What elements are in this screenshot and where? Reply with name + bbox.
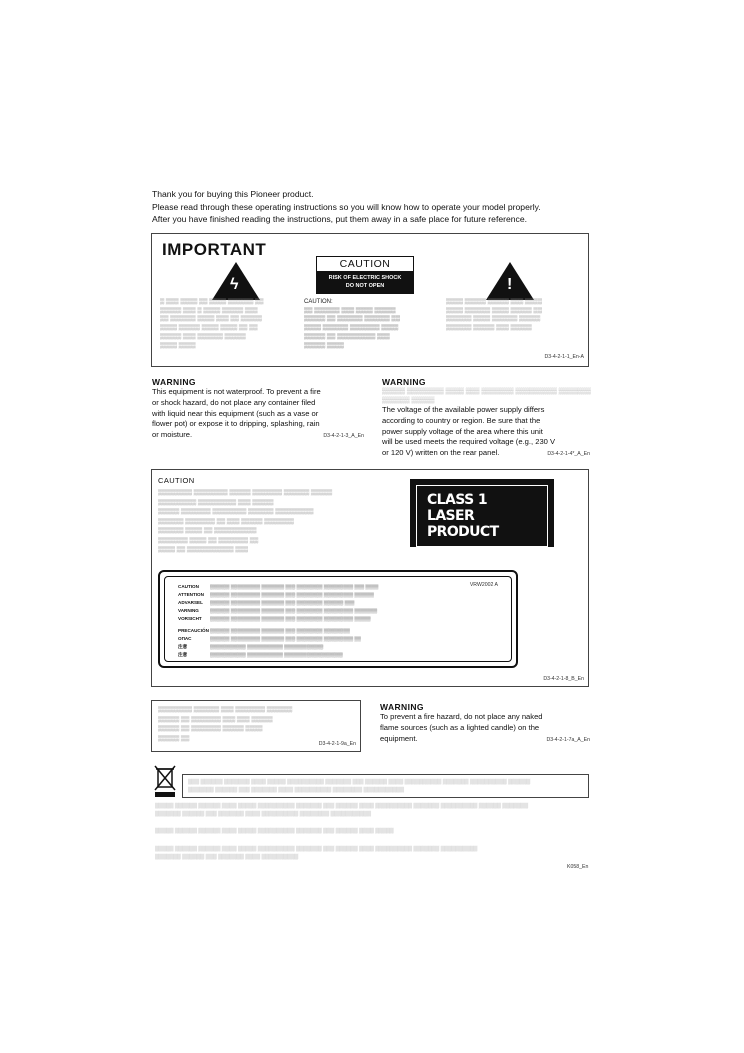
- warning-voltage-line-3: power supply voltage of the area where this unit: [382, 426, 543, 436]
- label-row: ADVARSEL ▒▒▒▒▒▒ ▒▒▒▒▒▒▒▒▒ ▒▒▒▒▒▒▒ ▒▒▒ ▒▒▒▒▒▒▒▒ ▒▒▒▒▒▒ ▒▒▒: [178, 600, 355, 605]
- exclamation-warning-icon: !: [486, 262, 534, 300]
- footer-code: K058_En: [567, 864, 589, 870]
- caution-label-line-2: DO NOT OPEN: [345, 283, 385, 289]
- warning-fire-heading: WARNING: [380, 702, 424, 712]
- warning-voltage-line-1: The voltage of the available power supply differs: [382, 405, 545, 414]
- warning-water-line-5: or moisture.: [152, 430, 193, 440]
- weee-box: [182, 774, 589, 798]
- warning-water-line-4: flower pot) or expose it to dripping, splashing, rain: [152, 419, 320, 429]
- label-row: PRECAUCIÓN▒▒▒▒▒▒ ▒▒▒▒▒▒▒▒▒ ▒▒▒▒▒▒▒ ▒▒▒ ▒▒▒▒▒▒▒▒ ▒▒▒▒▒▒▒▒: [178, 628, 350, 633]
- caution-label-title: CAUTION: [339, 258, 391, 270]
- important-code: D3-4-2-1-1_En-A: [544, 354, 584, 360]
- laser-label-line-1: CLASS 1: [427, 492, 487, 508]
- label-row: ОПАС ▒▒▒▒▒▒ ▒▒▒▒▒▒▒▒▒ ▒▒▒▒▒▒▒ ▒▒▒ ▒▒▒▒▒▒▒▒ ▒▒▒▒▒▒▒▒▒ ▒▒: [178, 636, 361, 641]
- class1-laser-label: [410, 479, 554, 547]
- warning-fire-line-3: equipment.: [380, 733, 418, 743]
- weee-box-text: ▒▒▒ ▒▒▒▒▒▒ ▒▒▒▒▒▒▒ ▒▒▒▒ ▒▒▒▒▒ ▒▒▒▒▒▒▒▒▒▒ ▒▒▒▒▒▒▒ ▒▒▒ ▒▒▒▒▒▒ ▒▒▒▒ ▒▒▒▒▒▒▒▒▒▒ ▒▒▒▒▒▒▒ ▒▒▒▒▒▒▒▒▒▒ ▒▒▒▒▒▒ ▒▒▒▒▒▒▒ ▒▒▒▒▒▒ ▒▒▒ ▒▒▒▒▒▒▒ ▒▒▒▒ ▒▒▒▒▒▒▒▒▒▒ ▒▒▒▒▒▒▒▒ ▒▒▒▒▒▒▒▒▒▒▒: [188, 779, 531, 793]
- caution-label-line-1: RISK OF ELECTRIC SHOCK: [328, 275, 402, 281]
- warning-voltage: [382, 377, 590, 459]
- label-row: 注意 ▒▒▒▒▒▒▒▒▒▒▒ ▒▒▒▒▒▒▒▒▒▒▒ ▒▒▒▒▒▒▒▒▒▒▒▒: [178, 644, 324, 649]
- weee-paragraph-1: ▒▒▒▒▒ ▒▒▒▒▒▒ ▒▒▒▒▒▒ ▒▒▒▒ ▒▒▒▒▒ ▒▒▒▒▒▒▒▒▒▒ ▒▒▒▒▒▒▒ ▒▒▒ ▒▒▒▒▒▒ ▒▒▒▒ ▒▒▒▒▒▒▒▒▒▒ ▒▒▒▒▒▒▒ ▒▒▒▒▒▒▒▒▒▒ ▒▒▒▒▒▒ ▒▒▒▒▒▒▒ ▒▒▒▒▒▒▒ ▒▒▒▒▒▒ ▒▒▒ ▒▒▒▒▒▒▒ ▒▒▒▒ ▒▒▒▒▒▒▒▒▒▒ ▒▒▒▒▒▒▒▒ ▒▒▒▒▒▒▒▒▒▒▒: [155, 803, 529, 817]
- intro-line-1: Thank you for buying this Pioneer product.: [152, 189, 314, 199]
- warning-water-heading: WARNING: [152, 377, 196, 387]
- important-left-text: ▒ ▒▒▒ ▒▒▒▒ ▒▒ ▒▒▒▒ ▒▒▒▒▒▒ ▒▒ ▒▒▒▒▒ ▒▒▒ ▒ ▒▒▒▒ ▒▒▒▒▒ ▒▒▒ ▒▒ ▒▒▒▒▒▒ ▒▒▒▒ ▒▒▒ ▒▒ ▒▒▒▒▒ ▒▒▒▒ ▒▒▒▒▒ ▒▒▒▒ ▒▒▒▒ ▒▒ ▒▒ ▒▒▒▒▒ ▒▒▒ ▒▒▒▒▒▒ ▒▒▒▒▒ ▒▒▒▒ ▒▒▒▒: [160, 299, 264, 349]
- warning-water-line-2: or shock hazard, do not place any container filed: [152, 397, 316, 407]
- intro-text: [152, 188, 541, 226]
- warning-fire-code: D3-4-2-1-7a_A_En: [546, 736, 590, 743]
- important-center-heading: CAUTION:: [304, 299, 333, 305]
- warning-water-line-1: This equipment is not waterproof. To prevent a fire: [152, 387, 321, 396]
- label-row: ATTENTION ▒▒▒▒▒▒ ▒▒▒▒▒▒▒▒▒ ▒▒▒▒▒▒▒ ▒▒▒ ▒▒▒▒▒▒▒▒ ▒▒▒▒▒▒▒▒▒ ▒▒▒▒▒▒: [178, 592, 374, 597]
- caution-laser-code: D3-4-2-1-8_B_En: [543, 676, 584, 682]
- weee-paragraph-2: ▒▒▒▒▒ ▒▒▒▒▒▒ ▒▒▒▒▒▒ ▒▒▒▒ ▒▒▒▒▒ ▒▒▒▒▒▒▒▒▒▒ ▒▒▒▒▒▒▒ ▒▒▒ ▒▒▒▒▒▒ ▒▒▒▒ ▒▒▒▒▒: [155, 828, 394, 834]
- warning-fire: [380, 702, 590, 744]
- label-row: CAUTION ▒▒▒▒▒▒ ▒▒▒▒▒▒▒▒▒ ▒▒▒▒▒▒▒ ▒▒▒ ▒▒▒▒▒▒▒▒ ▒▒▒▒▒▒▒▒▒ ▒▒▒ ▒▒▒▒: [178, 584, 379, 589]
- caution-laser-heading: CAUTION: [158, 476, 195, 485]
- warning-water-line-3: with liquid near this equipment (such as a vase or: [152, 408, 319, 418]
- important-box: [151, 233, 589, 367]
- caution-shock-label: [316, 256, 414, 294]
- important-right-text: ▒▒▒▒ ▒▒▒▒▒ ▒▒▒▒▒ ▒▒▒ ▒▒▒▒ ▒▒▒▒ ▒▒▒▒▒▒ ▒▒▒▒ ▒▒▒▒▒ ▒▒ ▒▒▒▒▒▒ ▒▒▒▒ ▒▒▒▒▒▒ ▒▒▒▒▒ ▒▒▒▒▒▒ ▒▒▒▒▒ ▒▒▒ ▒▒▒▒▒: [446, 299, 542, 332]
- small-notice-text: ▒▒▒▒▒▒▒▒ ▒▒▒▒▒▒ ▒▒▒ ▒▒▒▒▒▒▒ ▒▒▒▒▒▒ ▒▒▒▒▒ ▒▒ ▒▒▒▒▒▒▒ ▒▒▒ ▒▒▒ ▒▒▒▒▒ ▒▒▒▒▒ ▒▒ ▒▒▒▒▒▒▒ ▒▒▒▒▒ ▒▒▒▒ ▒▒▒▒▒ ▒▒: [158, 707, 293, 742]
- warning-fire-line-2: flame sources (such as a lighted candle) on the: [380, 722, 540, 732]
- warning-voltage-code: D3-4-2-1-4*_A_En: [547, 451, 590, 458]
- label-row: 注意 ▒▒▒▒▒▒▒▒▒▒▒ ▒▒▒▒▒▒▒▒▒▒▒ ▒▒▒▒▒▒▒▒▒▒▒▒▒▒▒▒▒▒: [178, 652, 343, 657]
- weee-paragraph-3: ▒▒▒▒▒ ▒▒▒▒▒▒ ▒▒▒▒▒▒ ▒▒▒▒ ▒▒▒▒▒ ▒▒▒▒▒▒▒▒▒▒ ▒▒▒▒▒▒▒ ▒▒▒ ▒▒▒▒▒▒ ▒▒▒▒ ▒▒▒▒▒▒▒▒▒▒ ▒▒▒▒▒▒▒ ▒▒▒▒▒▒▒▒▒▒ ▒▒▒▒▒▒▒ ▒▒▒▒▒▒ ▒▒▒ ▒▒▒▒▒▒▒ ▒▒▒▒ ▒▒▒▒▒▒▒▒▒▒: [155, 846, 478, 860]
- small-notice-box: [151, 700, 361, 752]
- laser-label-line-2: LASER PRODUCT: [427, 508, 499, 540]
- warning-water-code: D3-4-2-1-3_A_En: [323, 433, 364, 440]
- intro-line-3: After you have finished reading the instructions, put them away in a safe place for future reference.: [152, 214, 527, 224]
- warning-fire-line-1: To prevent a fire hazard, do not place any naked: [380, 712, 543, 721]
- crossed-bin-icon: [153, 764, 177, 798]
- important-center-text: CAUTION: ▒▒ ▒▒▒▒▒▒ ▒▒▒ ▒▒▒▒ ▒▒▒▒▒ ▒▒▒▒▒ ▒▒ ▒▒▒▒▒▒ ▒▒▒▒▒▒ ▒▒ ▒▒▒▒ ▒▒▒▒▒▒ ▒▒▒▒▒▒▒ ▒▒▒▒ ▒▒▒▒▒ ▒▒ ▒▒▒▒▒▒▒▒▒ ▒▒▒ ▒▒▒▒▒ ▒▒▒▒: [304, 298, 438, 350]
- lightning-warning-icon: ϟ: [212, 262, 260, 300]
- label-code: VRW2002 A: [469, 582, 498, 588]
- small-notice-code: D3-4-2-1-9a_En: [318, 741, 356, 747]
- warning-voltage-heading: WARNING: [382, 377, 426, 387]
- caution-laser-box: [151, 469, 589, 687]
- caution-laser-text: ▒▒▒▒▒▒▒▒ ▒▒▒▒▒▒▒▒ ▒▒▒▒▒ ▒▒▒▒▒▒▒ ▒▒▒▒▒▒ ▒▒▒▒▒ ▒▒▒▒▒▒▒▒▒ ▒▒▒▒▒▒▒▒▒ ▒▒▒ ▒▒▒▒▒ ▒▒▒▒▒ ▒▒▒▒▒▒▒ ▒▒▒▒▒▒▒▒ ▒▒▒▒▒▒ ▒▒▒▒▒▒▒▒▒ ▒▒▒▒▒▒ ▒▒▒▒▒▒▒ ▒▒ ▒▒▒ ▒▒▒▒▒ ▒▒▒▒▒▒▒ ▒▒▒▒▒▒ ▒▒▒▒ ▒▒ ▒▒▒▒▒▒▒▒▒▒ ▒▒▒▒▒▒▒ ▒▒▒▒ ▒▒ ▒▒▒▒▒▒▒ ▒▒ ▒▒▒▒ ▒▒ ▒▒▒▒▒▒▒▒▒▒▒ ▒▒▒: [158, 490, 333, 553]
- warning-voltage-line-5: or 120 V) written on the rear panel.: [382, 448, 500, 458]
- warning-voltage-line-2: according to country or region. Be sure that the: [382, 415, 541, 425]
- warning-voltage-intro: ▒▒▒▒▒ ▒▒▒▒▒▒▒▒ ▒▒▒▒ ▒▒▒ ▒▒▒▒▒▒▒ ▒▒▒▒▒▒▒▒▒ ▒▒▒▒▒▒▒ ▒▒▒▒▒▒ ▒▒▒▒▒: [382, 388, 591, 404]
- warning-voltage-line-4: will be used meets the required voltage (e.g., 230 V: [382, 437, 556, 447]
- label-row: VARNING ▒▒▒▒▒▒ ▒▒▒▒▒▒▒▒▒ ▒▒▒▒▒▒▒ ▒▒▒ ▒▒▒▒▒▒▒▒ ▒▒▒▒▒▒▒▒▒ ▒▒▒▒▒▒▒: [178, 608, 378, 613]
- intro-line-2: Please read through these operating instructions so you will know how to operate your model properly.: [152, 201, 541, 212]
- multilingual-laser-label: [158, 570, 518, 668]
- important-title: IMPORTANT: [162, 240, 267, 259]
- label-row: VORSICHT ▒▒▒▒▒▒ ▒▒▒▒▒▒▒▒▒ ▒▒▒▒▒▒▒ ▒▒▒ ▒▒▒▒▒▒▒▒ ▒▒▒▒▒▒▒▒▒ ▒▒▒▒▒: [178, 616, 371, 621]
- warning-water: [152, 377, 364, 441]
